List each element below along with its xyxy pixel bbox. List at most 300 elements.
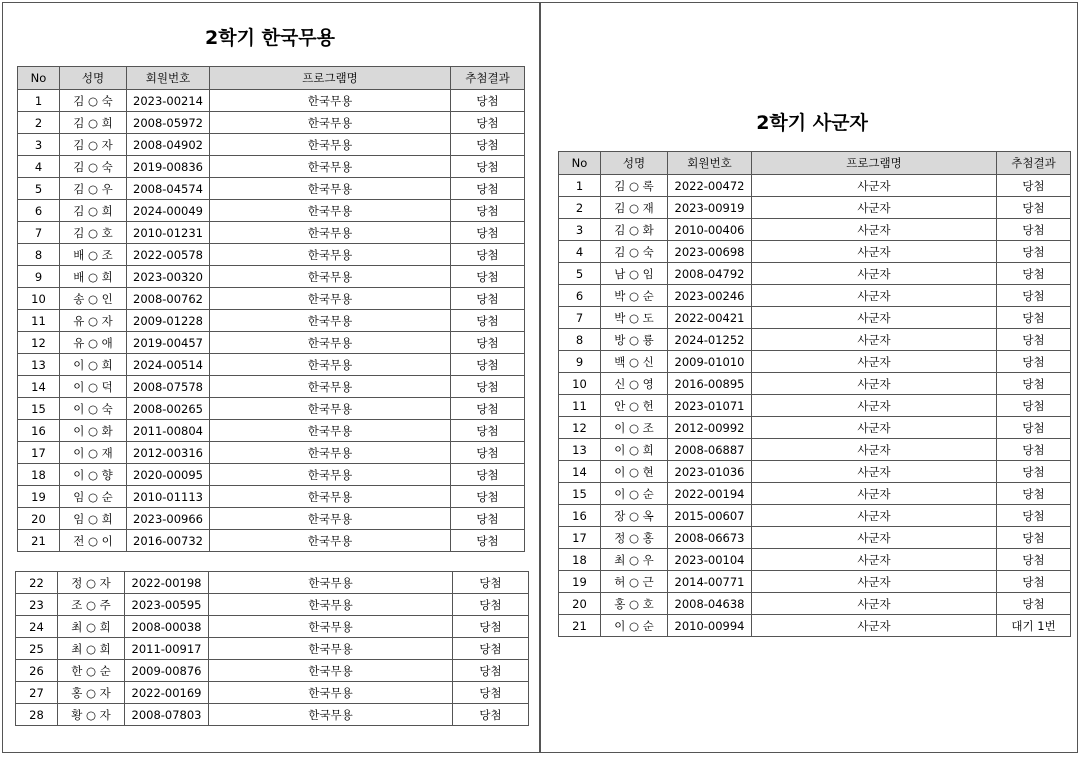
cell-name: 김 ○ 희: [60, 200, 127, 222]
cell-member-number: 2008-06673: [668, 527, 752, 549]
cell-no: 20: [18, 508, 60, 530]
cell-program-name: 사군자: [752, 439, 997, 461]
cell-member-number: 2008-07803: [125, 704, 209, 726]
table-row: [559, 197, 1071, 219]
cell-name: 최 ○ 우: [601, 549, 668, 571]
cell-no: 13: [559, 439, 601, 461]
cell-draw-result: 당첨: [997, 461, 1071, 483]
cell-draw-result: 대기 1번: [997, 615, 1071, 637]
cell-draw-result: 당첨: [453, 682, 529, 704]
cell-name: 김 ○ 우: [60, 178, 127, 200]
cell-program-name: 사군자: [752, 571, 997, 593]
cell-member-number: 2008-04902: [127, 134, 210, 156]
cell-no: 11: [559, 395, 601, 417]
cell-name: 김 ○ 숙: [60, 156, 127, 178]
cell-no: 8: [18, 244, 60, 266]
cell-no: 25: [16, 638, 58, 660]
cell-name: 박 ○ 도: [601, 307, 668, 329]
cell-no: 4: [559, 241, 601, 263]
cell-draw-result: 당첨: [997, 329, 1071, 351]
cell-member-number: 2009-00876: [125, 660, 209, 682]
cell-member-number: 2012-00316: [127, 442, 210, 464]
cell-name: 이 ○ 향: [60, 464, 127, 486]
cell-name: 김 ○ 록: [601, 175, 668, 197]
cell-member-number: 2023-00320: [127, 266, 210, 288]
table-row: [16, 638, 529, 660]
cell-draw-result: 당첨: [997, 307, 1071, 329]
cell-draw-result: 당첨: [451, 134, 525, 156]
cell-draw-result: 당첨: [997, 285, 1071, 307]
cell-member-number: 2008-00762: [127, 288, 210, 310]
cell-no: 14: [18, 376, 60, 398]
cell-member-number: 2014-00771: [668, 571, 752, 593]
cell-member-number: 2022-00169: [125, 682, 209, 704]
cell-member-number: 2010-00994: [668, 615, 752, 637]
cell-name: 전 ○ 이: [60, 530, 127, 552]
table-row: [18, 288, 525, 310]
table-row: [18, 486, 525, 508]
cell-program-name: 사군자: [752, 241, 997, 263]
cell-draw-result: 당첨: [997, 351, 1071, 373]
cell-name: 유 ○ 자: [60, 310, 127, 332]
cell-program-name: 한국무용: [210, 178, 451, 200]
cell-draw-result: 당첨: [451, 486, 525, 508]
cell-draw-result: 당첨: [451, 156, 525, 178]
cell-name: 이 ○ 화: [60, 420, 127, 442]
table-row: [559, 285, 1071, 307]
cell-program-name: 사군자: [752, 307, 997, 329]
cell-member-number: 2023-00595: [125, 594, 209, 616]
cell-name: 정 ○ 자: [58, 572, 125, 594]
cell-member-number: 2022-00472: [668, 175, 752, 197]
cell-no: 10: [18, 288, 60, 310]
header-name: 성명: [601, 152, 668, 175]
cell-member-number: 2010-01231: [127, 222, 210, 244]
cell-draw-result: 당첨: [997, 527, 1071, 549]
cell-program-name: 사군자: [752, 505, 997, 527]
header-name: 성명: [60, 67, 127, 90]
korean-dance-table-part1: [17, 66, 525, 552]
cell-member-number: 2012-00992: [668, 417, 752, 439]
cell-no: 1: [18, 90, 60, 112]
cell-program-name: 한국무용: [209, 660, 453, 682]
cell-name: 홍 ○ 호: [601, 593, 668, 615]
cell-program-name: 사군자: [752, 549, 997, 571]
table-row: [559, 329, 1071, 351]
cell-member-number: 2022-00578: [127, 244, 210, 266]
cell-program-name: 한국무용: [210, 112, 451, 134]
cell-name: 이 ○ 희: [60, 354, 127, 376]
cell-no: 16: [559, 505, 601, 527]
cell-member-number: 2020-00095: [127, 464, 210, 486]
cell-draw-result: 당첨: [997, 417, 1071, 439]
cell-no: 26: [16, 660, 58, 682]
cell-program-name: 한국무용: [209, 638, 453, 660]
cell-name: 이 ○ 숙: [60, 398, 127, 420]
table-row: [18, 398, 525, 420]
cell-draw-result: 당첨: [451, 464, 525, 486]
cell-name: 김 ○ 숙: [601, 241, 668, 263]
cell-program-name: 사군자: [752, 483, 997, 505]
table-row: [559, 615, 1071, 637]
table-row: [18, 90, 525, 112]
cell-name: 유 ○ 애: [60, 332, 127, 354]
cell-member-number: 2008-04792: [668, 263, 752, 285]
cell-no: 19: [559, 571, 601, 593]
cell-name: 신 ○ 영: [601, 373, 668, 395]
cell-program-name: 한국무용: [210, 464, 451, 486]
cell-program-name: 사군자: [752, 285, 997, 307]
table-row: [18, 442, 525, 464]
cell-name: 황 ○ 자: [58, 704, 125, 726]
table-row: [559, 483, 1071, 505]
korean-dance-title: 2학기 한국무용: [205, 27, 335, 49]
cell-program-name: 사군자: [752, 461, 997, 483]
cell-no: 4: [18, 156, 60, 178]
cell-no: 11: [18, 310, 60, 332]
cell-member-number: 2008-00038: [125, 616, 209, 638]
cell-name: 이 ○ 희: [601, 439, 668, 461]
cell-draw-result: 당첨: [997, 263, 1071, 285]
table-row: [18, 244, 525, 266]
cell-draw-result: 당첨: [453, 660, 529, 682]
cell-program-name: 사군자: [752, 395, 997, 417]
cell-no: 3: [559, 219, 601, 241]
cell-draw-result: 당첨: [451, 508, 525, 530]
cell-no: 12: [559, 417, 601, 439]
cell-draw-result: 당첨: [451, 266, 525, 288]
cell-no: 5: [559, 263, 601, 285]
cell-draw-result: 당첨: [997, 549, 1071, 571]
cell-program-name: 한국무용: [210, 134, 451, 156]
table-row: [16, 660, 529, 682]
cell-program-name: 한국무용: [210, 156, 451, 178]
cell-draw-result: 당첨: [997, 197, 1071, 219]
cell-name: 이 ○ 현: [601, 461, 668, 483]
cell-draw-result: 당첨: [451, 376, 525, 398]
cell-draw-result: 당첨: [997, 175, 1071, 197]
cell-name: 방 ○ 룡: [601, 329, 668, 351]
table-row: [16, 682, 529, 704]
cell-program-name: 한국무용: [210, 354, 451, 376]
cell-no: 18: [18, 464, 60, 486]
cell-member-number: 2022-00198: [125, 572, 209, 594]
table-row: [559, 593, 1071, 615]
table-row: [18, 222, 525, 244]
cell-member-number: 2022-00421: [668, 307, 752, 329]
cell-name: 허 ○ 근: [601, 571, 668, 593]
cell-no: 13: [18, 354, 60, 376]
cell-program-name: 사군자: [752, 197, 997, 219]
cell-name: 백 ○ 신: [601, 351, 668, 373]
sagunja-table: [558, 151, 1071, 637]
cell-no: 9: [18, 266, 60, 288]
cell-no: 7: [18, 222, 60, 244]
table-row: [559, 175, 1071, 197]
table-row: [559, 527, 1071, 549]
cell-no: 21: [559, 615, 601, 637]
cell-draw-result: 당첨: [451, 310, 525, 332]
table-row: [559, 219, 1071, 241]
cell-member-number: 2023-00214: [127, 90, 210, 112]
cell-program-name: 한국무용: [209, 572, 453, 594]
cell-member-number: 2008-00265: [127, 398, 210, 420]
table-row: [18, 508, 525, 530]
cell-name: 배 ○ 조: [60, 244, 127, 266]
cell-draw-result: 당첨: [451, 420, 525, 442]
cell-draw-result: 당첨: [453, 638, 529, 660]
cell-member-number: 2008-05972: [127, 112, 210, 134]
cell-name: 한 ○ 순: [58, 660, 125, 682]
cell-member-number: 2010-00406: [668, 219, 752, 241]
cell-program-name: 한국무용: [210, 508, 451, 530]
table-row: [559, 461, 1071, 483]
cell-name: 배 ○ 희: [60, 266, 127, 288]
table-row: [18, 354, 525, 376]
cell-name: 남 ○ 임: [601, 263, 668, 285]
cell-no: 5: [18, 178, 60, 200]
cell-no: 22: [16, 572, 58, 594]
cell-member-number: 2008-04574: [127, 178, 210, 200]
table-row: [18, 310, 525, 332]
table-row: [559, 505, 1071, 527]
header-no: No: [559, 152, 601, 175]
cell-program-name: 사군자: [752, 417, 997, 439]
cell-name: 김 ○ 희: [60, 112, 127, 134]
cell-member-number: 2009-01010: [668, 351, 752, 373]
cell-draw-result: 당첨: [451, 530, 525, 552]
cell-member-number: 2024-00049: [127, 200, 210, 222]
cell-program-name: 한국무용: [210, 288, 451, 310]
cell-program-name: 한국무용: [209, 682, 453, 704]
cell-no: 1: [559, 175, 601, 197]
cell-no: 9: [559, 351, 601, 373]
table-row: [18, 464, 525, 486]
cell-draw-result: 당첨: [451, 200, 525, 222]
header-draw-result: 추첨결과: [997, 152, 1071, 175]
cell-program-name: 사군자: [752, 263, 997, 285]
table-row: [18, 332, 525, 354]
table-row: [18, 112, 525, 134]
table-row: [18, 376, 525, 398]
cell-no: 12: [18, 332, 60, 354]
cell-member-number: 2015-00607: [668, 505, 752, 527]
cell-no: 17: [18, 442, 60, 464]
cell-no: 14: [559, 461, 601, 483]
table-row: [18, 156, 525, 178]
cell-program-name: 한국무용: [210, 486, 451, 508]
cell-no: 20: [559, 593, 601, 615]
cell-program-name: 한국무용: [210, 244, 451, 266]
table-row: [559, 263, 1071, 285]
cell-program-name: 사군자: [752, 593, 997, 615]
cell-name: 정 ○ 홍: [601, 527, 668, 549]
cell-name: 조 ○ 주: [58, 594, 125, 616]
cell-draw-result: 당첨: [997, 593, 1071, 615]
cell-draw-result: 당첨: [451, 222, 525, 244]
table-row: [559, 373, 1071, 395]
cell-no: 10: [559, 373, 601, 395]
cell-name: 홍 ○ 자: [58, 682, 125, 704]
header-no: No: [18, 67, 60, 90]
cell-program-name: 한국무용: [209, 704, 453, 726]
cell-member-number: 2008-06887: [668, 439, 752, 461]
cell-member-number: 2022-00194: [668, 483, 752, 505]
cell-no: 21: [18, 530, 60, 552]
cell-draw-result: 당첨: [997, 373, 1071, 395]
header-program-name: 프로그램명: [752, 152, 997, 175]
cell-program-name: 한국무용: [209, 616, 453, 638]
cell-draw-result: 당첨: [453, 616, 529, 638]
cell-name: 최 ○ 희: [58, 616, 125, 638]
cell-name: 김 ○ 자: [60, 134, 127, 156]
cell-no: 28: [16, 704, 58, 726]
cell-no: 3: [18, 134, 60, 156]
cell-draw-result: 당첨: [997, 571, 1071, 593]
cell-member-number: 2023-00104: [668, 549, 752, 571]
cell-name: 김 ○ 화: [601, 219, 668, 241]
cell-name: 이 ○ 재: [60, 442, 127, 464]
cell-draw-result: 당첨: [451, 354, 525, 376]
cell-program-name: 사군자: [752, 329, 997, 351]
cell-draw-result: 당첨: [997, 505, 1071, 527]
cell-member-number: 2009-01228: [127, 310, 210, 332]
table-row: [16, 594, 529, 616]
cell-draw-result: 당첨: [451, 112, 525, 134]
header-program-name: 프로그램명: [210, 67, 451, 90]
cell-no: 15: [559, 483, 601, 505]
cell-name: 김 ○ 숙: [60, 90, 127, 112]
cell-no: 19: [18, 486, 60, 508]
table-header-row: [559, 152, 1071, 175]
cell-name: 김 ○ 호: [60, 222, 127, 244]
table-row: [559, 351, 1071, 373]
cell-program-name: 사군자: [752, 373, 997, 395]
table-row: [559, 241, 1071, 263]
cell-program-name: 한국무용: [210, 310, 451, 332]
cell-no: 16: [18, 420, 60, 442]
cell-draw-result: 당첨: [451, 244, 525, 266]
header-member-number: 회원번호: [668, 152, 752, 175]
cell-program-name: 한국무용: [210, 332, 451, 354]
table-row: [16, 616, 529, 638]
cell-draw-result: 당첨: [453, 704, 529, 726]
cell-name: 김 ○ 재: [601, 197, 668, 219]
cell-no: 2: [559, 197, 601, 219]
cell-program-name: 한국무용: [210, 266, 451, 288]
header-draw-result: 추첨결과: [451, 67, 525, 90]
sagunja-title: 2학기 사군자: [756, 112, 868, 134]
cell-member-number: 2024-01252: [668, 329, 752, 351]
cell-name: 이 ○ 순: [601, 483, 668, 505]
table-row: [18, 266, 525, 288]
cell-member-number: 2023-00246: [668, 285, 752, 307]
cell-draw-result: 당첨: [997, 439, 1071, 461]
cell-member-number: 2024-00514: [127, 354, 210, 376]
cell-draw-result: 당첨: [451, 398, 525, 420]
cell-member-number: 2023-01071: [668, 395, 752, 417]
cell-no: 8: [559, 329, 601, 351]
cell-member-number: 2023-00698: [668, 241, 752, 263]
table-row: [18, 178, 525, 200]
cell-no: 2: [18, 112, 60, 134]
cell-program-name: 한국무용: [210, 90, 451, 112]
cell-no: 27: [16, 682, 58, 704]
table-row: [559, 571, 1071, 593]
table-row: [16, 572, 529, 594]
cell-name: 이 ○ 덕: [60, 376, 127, 398]
header-member-number: 회원번호: [127, 67, 210, 90]
table-row: [16, 704, 529, 726]
cell-member-number: 2019-00836: [127, 156, 210, 178]
table-row: [18, 134, 525, 156]
cell-draw-result: 당첨: [451, 178, 525, 200]
cell-program-name: 사군자: [752, 175, 997, 197]
cell-program-name: 사군자: [752, 615, 997, 637]
cell-name: 장 ○ 옥: [601, 505, 668, 527]
table-row: [18, 530, 525, 552]
cell-draw-result: 당첨: [453, 572, 529, 594]
cell-member-number: 2008-07578: [127, 376, 210, 398]
korean-dance-table-part2: [15, 571, 529, 726]
cell-no: 17: [559, 527, 601, 549]
cell-draw-result: 당첨: [451, 442, 525, 464]
cell-program-name: 한국무용: [210, 420, 451, 442]
cell-member-number: 2016-00895: [668, 373, 752, 395]
cell-no: 6: [559, 285, 601, 307]
cell-draw-result: 당첨: [997, 241, 1071, 263]
cell-program-name: 한국무용: [210, 530, 451, 552]
cell-program-name: 한국무용: [210, 200, 451, 222]
cell-member-number: 2008-04638: [668, 593, 752, 615]
table-row: [559, 417, 1071, 439]
cell-draw-result: 당첨: [997, 395, 1071, 417]
table-row: [559, 395, 1071, 417]
cell-name: 임 ○ 순: [60, 486, 127, 508]
cell-program-name: 한국무용: [210, 398, 451, 420]
cell-member-number: 2023-00919: [668, 197, 752, 219]
cell-draw-result: 당첨: [451, 332, 525, 354]
cell-no: 18: [559, 549, 601, 571]
cell-no: 7: [559, 307, 601, 329]
cell-program-name: 한국무용: [209, 594, 453, 616]
cell-draw-result: 당첨: [451, 288, 525, 310]
cell-no: 6: [18, 200, 60, 222]
cell-draw-result: 당첨: [997, 219, 1071, 241]
table-row: [559, 549, 1071, 571]
cell-member-number: 2019-00457: [127, 332, 210, 354]
cell-draw-result: 당첨: [453, 594, 529, 616]
table-row: [18, 420, 525, 442]
cell-name: 최 ○ 희: [58, 638, 125, 660]
cell-name: 임 ○ 희: [60, 508, 127, 530]
cell-no: 24: [16, 616, 58, 638]
cell-name: 이 ○ 순: [601, 615, 668, 637]
cell-no: 15: [18, 398, 60, 420]
cell-member-number: 2011-00917: [125, 638, 209, 660]
cell-name: 송 ○ 인: [60, 288, 127, 310]
cell-draw-result: 당첨: [997, 483, 1071, 505]
cell-program-name: 사군자: [752, 351, 997, 373]
cell-member-number: 2011-00804: [127, 420, 210, 442]
cell-program-name: 한국무용: [210, 442, 451, 464]
table-header-row: [18, 67, 525, 90]
cell-name: 박 ○ 순: [601, 285, 668, 307]
cell-member-number: 2016-00732: [127, 530, 210, 552]
cell-name: 안 ○ 헌: [601, 395, 668, 417]
cell-no: 23: [16, 594, 58, 616]
cell-member-number: 2023-01036: [668, 461, 752, 483]
